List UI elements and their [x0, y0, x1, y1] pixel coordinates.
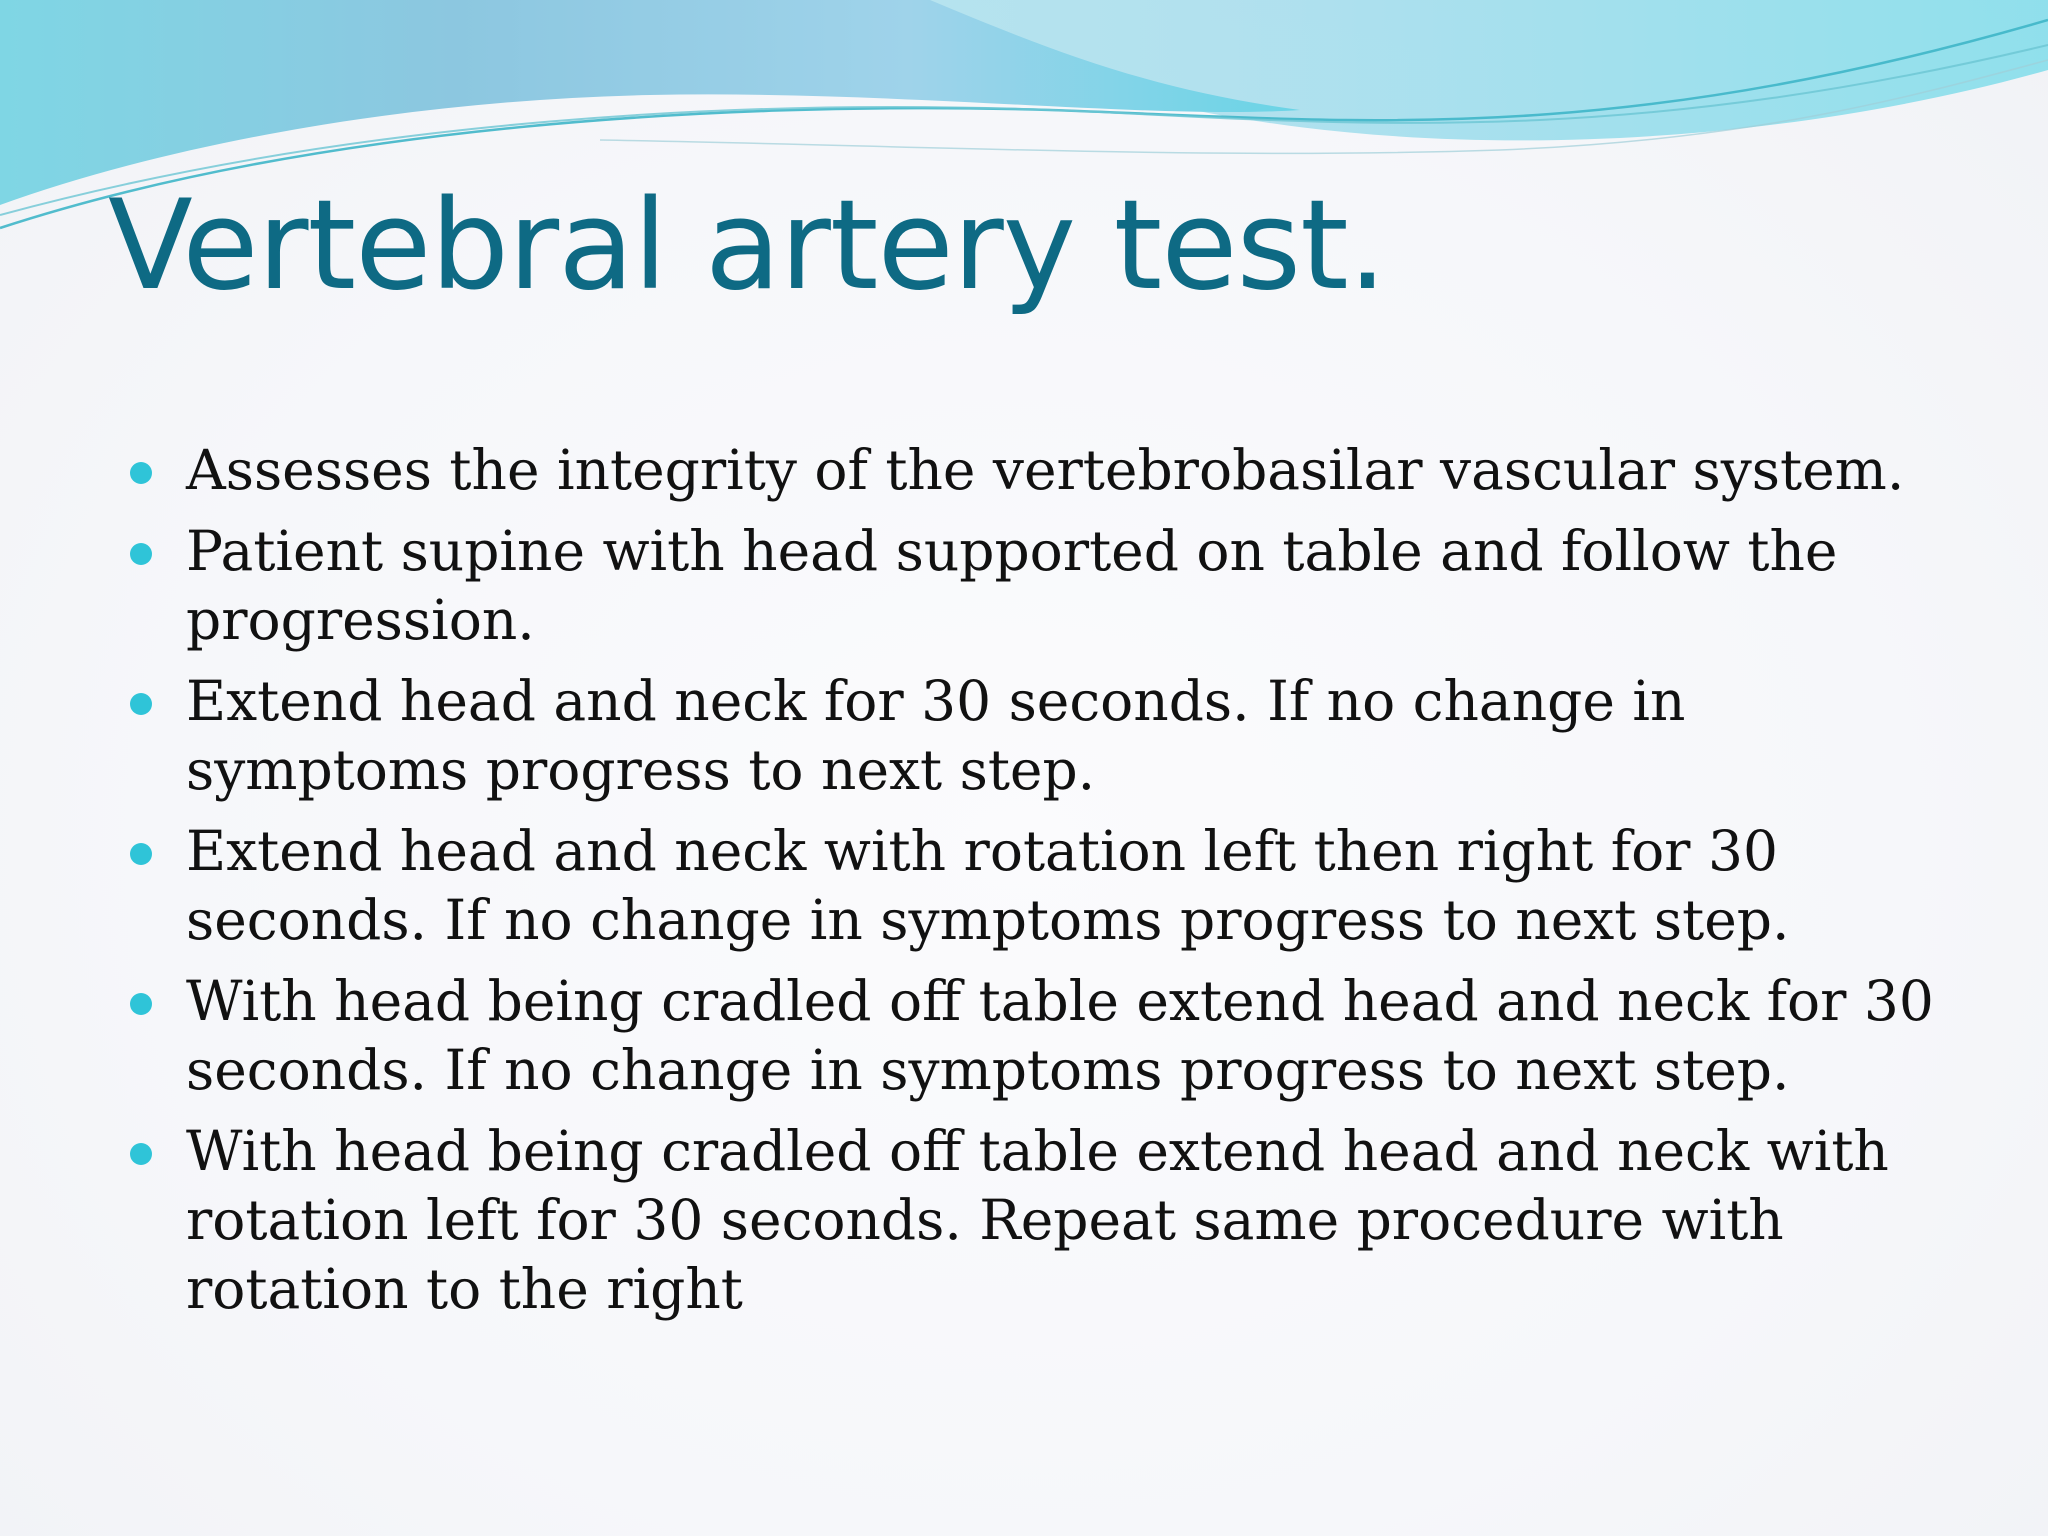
bullet-text: With head being cradled off table extend head and neck with rotation left for 30 seconds. Repeat same procedure with rotation to the right — [186, 1119, 1889, 1321]
bullet-item — [128, 517, 1948, 655]
round-bullet-icon — [130, 1143, 152, 1165]
bullet-item — [128, 967, 1948, 1105]
bullet-text: Extend head and neck with rotation left then right for 30 seconds. If no change in symptoms progress to next step. — [186, 819, 1790, 952]
bullet-item — [128, 667, 1948, 805]
bullet-text: Patient supine with head supported on table and follow the progression. — [186, 519, 1838, 652]
bullet-item — [128, 436, 1948, 505]
bullet-list — [128, 436, 1948, 1336]
round-bullet-icon — [130, 693, 152, 715]
bullet-item — [128, 817, 1948, 955]
slide-title: Vertebral artery test. — [108, 174, 1387, 318]
round-bullet-icon — [130, 993, 152, 1015]
bullet-text: Assesses the integrity of the vertebrobasilar vascular system. — [186, 438, 1905, 502]
round-bullet-icon — [130, 543, 152, 565]
bullet-text: With head being cradled off table extend head and neck for 30 seconds. If no change in symptoms progress to next step. — [186, 969, 1934, 1102]
bullet-text: Extend head and neck for 30 seconds. If no change in symptoms progress to next step. — [186, 669, 1686, 802]
round-bullet-icon — [130, 462, 152, 484]
round-bullet-icon — [130, 843, 152, 865]
bullet-item — [128, 1117, 1948, 1324]
